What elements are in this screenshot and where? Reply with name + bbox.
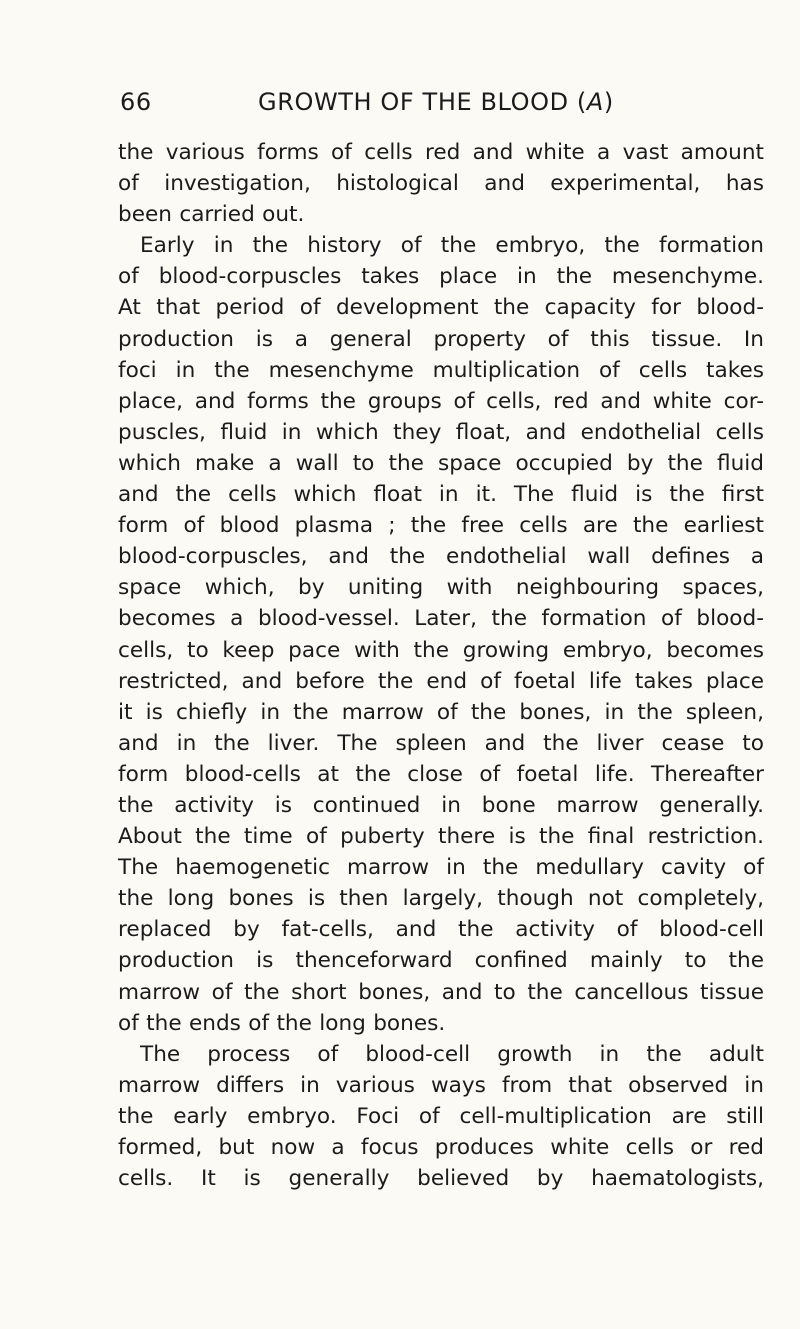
text-line: the various forms of cells red and white a vast amount [118, 140, 764, 165]
text-line: production is a general property of this tissue. In [118, 326, 764, 352]
text-line: puscles, fluid in which they float, and endothelial cells [118, 419, 764, 445]
text-line: cells. It is generally believed by haematologists, [118, 1166, 764, 1192]
text-line: of investigation, histological and experimental, has [118, 171, 764, 197]
text-line: foci in the mesenchyme multiplication of cells takes [118, 357, 764, 383]
text-line: The haemogenetic marrow in the medullary cavity of [118, 855, 764, 881]
text-line: been carried out. [118, 202, 305, 228]
running-title [258, 88, 614, 116]
text-line: of the ends of the long bones. [118, 1010, 446, 1036]
text-line: production is thenceforward confined mainly to the [118, 948, 764, 974]
text-line: the early embryo. Foci of cell-multiplication are still [118, 1103, 764, 1129]
body-text [118, 137, 764, 1194]
text-line: formed, but now a focus produces white cells or red [118, 1135, 764, 1160]
text-line: which make a wall to the space occupied by the fluid [118, 450, 764, 476]
text-line: place, and forms the groups of cells, red and white cor- [118, 388, 764, 414]
running-title-close: ) [603, 88, 614, 116]
text-line: cells, to keep pace with the growing embryo, becomes [118, 637, 764, 663]
text-line: it is chiefly in the marrow of the bones, in the spleen, [118, 699, 764, 725]
text-line: About the time of puberty there is the final restriction. [118, 824, 764, 850]
text-line: At that period of development the capacity for blood- [118, 295, 764, 321]
text-line: the activity is continued in bone marrow generally. [118, 792, 764, 818]
text-line: blood-corpuscles, and the endothelial wall defines a [118, 544, 764, 570]
text-line: and the cells which float in it. The fluid is the first [118, 482, 764, 508]
text-line: marrow of the short bones, and to the cancellous tissue [118, 979, 764, 1005]
running-head [118, 88, 764, 124]
text-line: restricted, and before the end of foetal life takes place [118, 668, 764, 694]
text-line: replaced by fat-cells, and the activity of blood-cell [118, 917, 764, 943]
text-line: space which, by uniting with neighbouring spaces, [118, 575, 764, 601]
text-line: form of blood plasma ; the free cells are the earliest [118, 513, 764, 539]
text-line: the long bones is then largely, though not completely, [118, 886, 764, 912]
running-title-italic: A [586, 88, 604, 116]
paragraph-adult-marrow [118, 1039, 764, 1194]
text-line: becomes a blood-vessel. Later, the formation of blood- [118, 606, 764, 632]
text-line: and in the liver. The spleen and the liver cease to [118, 730, 764, 756]
text-line: Early in the history of the embryo, the formation [140, 233, 764, 259]
text-line: marrow differs in various ways from that observed in [118, 1072, 764, 1098]
paragraph-continuation [118, 137, 764, 230]
text-line: of blood-corpuscles takes place in the mesenchyme. [118, 264, 764, 290]
running-title-text: GROWTH OF THE BLOOD ( [258, 88, 587, 116]
paragraph-embryo [118, 230, 764, 1038]
page-number: 66 [120, 88, 152, 116]
text-line: form blood-cells at the close of foetal life. Thereafter [118, 761, 764, 787]
text-line: The process of blood-cell growth in the adult [140, 1041, 764, 1067]
